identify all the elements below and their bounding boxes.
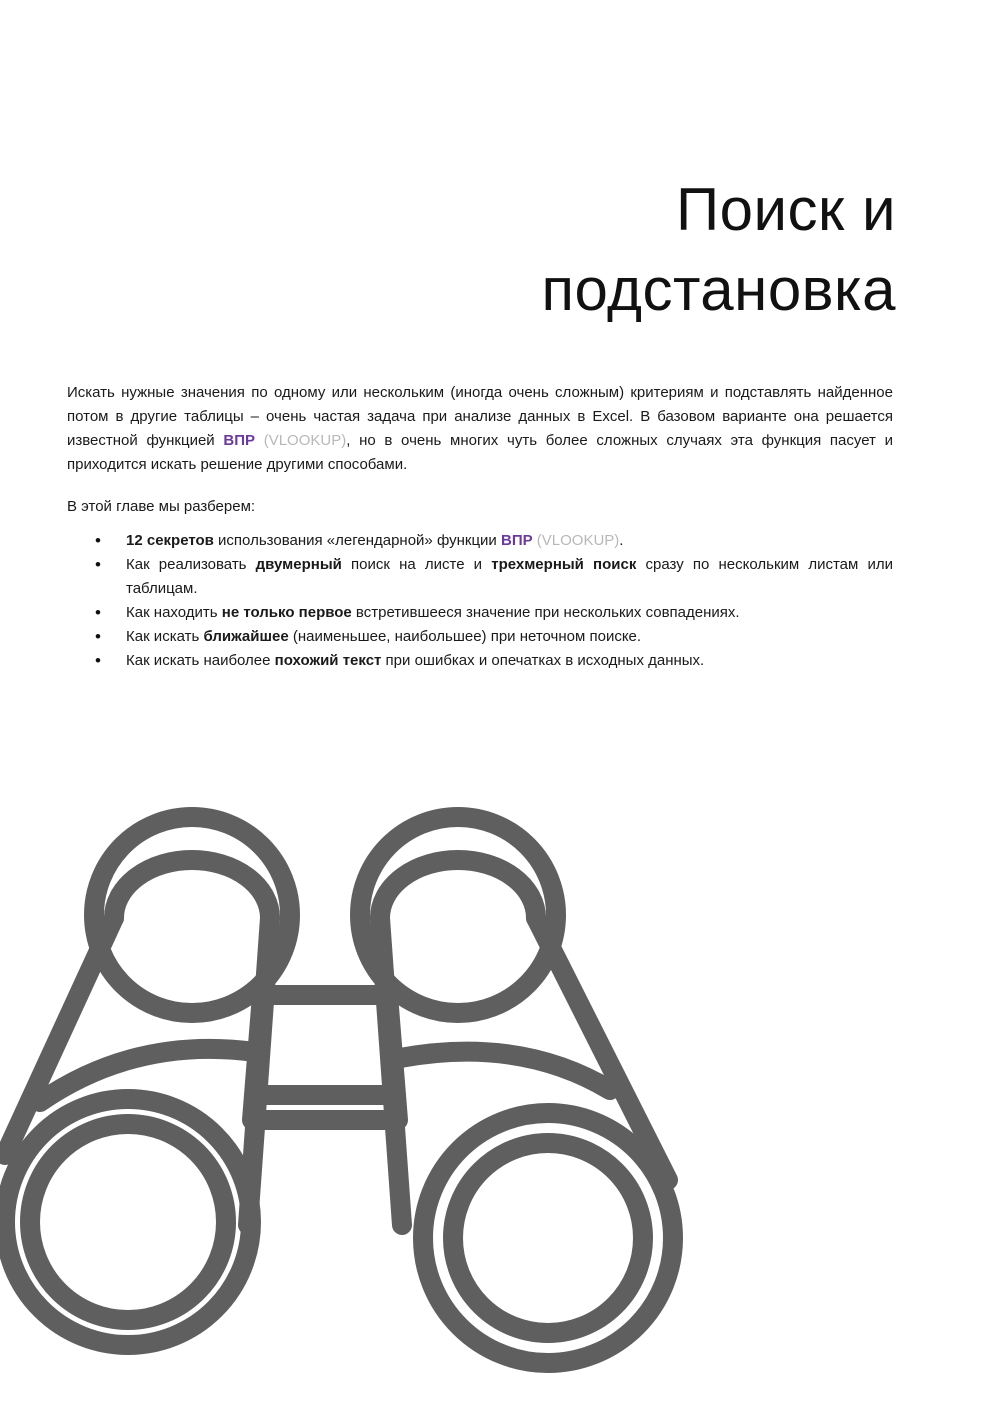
chapter-lead: В этой главе мы разберем: xyxy=(67,498,256,515)
item-text: сразу по нескольким листам или таблицам. xyxy=(126,556,893,597)
page-title xyxy=(541,170,896,330)
item-text: . xyxy=(619,532,624,549)
item-text: (наименьшее, наибольшее) при неточном поиске. xyxy=(288,628,642,645)
list-item xyxy=(67,529,893,553)
list-item xyxy=(67,649,893,673)
function-name-en: (VLOOKUP) xyxy=(536,532,620,549)
function-name: ВПР xyxy=(223,432,255,449)
item-bold: похожий текст xyxy=(274,652,382,669)
item-text: Как искать xyxy=(126,628,204,645)
chapter-intro xyxy=(67,381,893,673)
item-text: поиск на листе и xyxy=(341,556,492,573)
function-name: ВПР xyxy=(500,532,533,549)
list-item xyxy=(67,601,893,625)
item-bold: 12 секретов xyxy=(126,532,214,549)
item-bold: двумерный xyxy=(255,556,342,573)
intro-paragraph xyxy=(67,381,893,477)
intro-text-1: Искать нужные значения по одному или нескольким (иногда очень сложным) критериям и подставлять найденное потом в другие таблицы – очень частая задача при анализе данных в Excel. В базовом варианте она решается известной функцией xyxy=(67,384,893,449)
item-text: Как находить xyxy=(126,604,222,621)
item-bold: не только первое xyxy=(221,604,352,621)
item-text: Как искать наиболее xyxy=(126,652,275,669)
item-text: использования «легендарной» функции xyxy=(213,532,501,549)
item-text: Как реализовать xyxy=(126,556,256,573)
intro-text-2: , но в очень многих чуть более сложных случаях эта функция пасует и приходится искать решение другими способами. xyxy=(67,432,893,473)
title-line-1: Поиск и xyxy=(676,176,896,243)
item-bold: ближайшее xyxy=(203,628,289,645)
item-bold: трехмерный поиск xyxy=(491,556,637,573)
item-text: встретившееся значение при нескольких совпадениях. xyxy=(351,604,740,621)
list-item xyxy=(67,553,893,601)
title-line-2: подстановка xyxy=(541,256,896,323)
topics-list xyxy=(67,529,893,673)
list-item xyxy=(67,625,893,649)
item-text: при ошибках и опечатках в исходных данных. xyxy=(381,652,705,669)
function-name-en: (VLOOKUP) xyxy=(263,432,347,449)
binoculars-icon xyxy=(0,800,700,1403)
